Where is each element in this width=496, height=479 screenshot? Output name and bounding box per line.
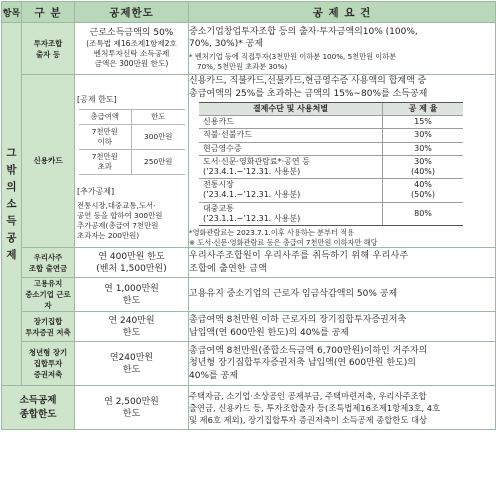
category-employment-retention: 고용유지 중소기업 근로자 — [22, 278, 75, 312]
limit-employment-retention: 연 1,000만원 한도 — [75, 278, 189, 312]
category-credit-card: 신용카드 — [22, 75, 75, 248]
req-youth-savings: 총급여액 8천만원(종합소득금액 6,700만원)이하인 거주자의 청년형 장기집합투자증권저축 납입액(연 600만원 한도)의 40%를 공제 — [189, 342, 496, 386]
header-item: 항목 — [2, 2, 22, 23]
limit-long-term-savings: 연 240만원 한도 — [75, 312, 189, 342]
header-requirements: 공 제 요 건 — [189, 2, 496, 23]
category-youth-savings: 청년형 장기 집합투자 증권저축 — [22, 342, 75, 386]
req-employee-stock: 우리사주조합원이 우리사주를 취득하기 위해 우리사주 조합에 출연한 금액 — [189, 248, 496, 278]
side-category-label: 그 밖 의 소 득 공 제 — [2, 23, 22, 386]
category-long-term-savings: 장기집합 투자증권 저축 — [22, 312, 75, 342]
header-row — [2, 2, 496, 23]
row-youth-savings — [2, 342, 496, 386]
limit-total: 연 2,500만원 한도 — [75, 386, 189, 430]
req-credit-card: 신용카드, 직불카드,선불카드,현금영수증 사용액의 합계액 중 총급여액의 25%를 초과하는 금액의 15%∼80%를 소득공제 결제수단 및 사용처별 공 제 율 신용카드 15% 직불·선불카드 30% 현금영수증 30% 도서·신문·영화관람료*·공연 등 (’23.4.1.∼’12.31. 사용분) 30% (40%) 전통시장 (’23.4.1.∼’12.31. 사용분) 40% (50%) 대중교통 (’23.1.1.∼’12.31. 사용분) 80% *영화관람료는 2023.7.1.이후 사용하는 분부터 적용 ※ 도서·신문·영화관람료 등은 총급여 7천만원 이하자만 해당 — [189, 75, 496, 248]
limit-employee-stock: 연 400만원 한도 (벤처 1,500만원) — [75, 248, 189, 278]
req-employment-retention: 고용유지 중소기업의 근로자 임금삭감액의 50% 공제 — [189, 278, 496, 312]
deduction-table — [1, 1, 496, 430]
header-category: 구 분 — [22, 2, 75, 23]
row-employment-retention — [2, 278, 496, 312]
category-employee-stock: 우리사주 조합 출연금 — [22, 248, 75, 278]
row-long-term-savings — [2, 312, 496, 342]
limit-sub-table: 총급여액 한도 7천만원 이하 300만원 7천만원 초과 250만원 — [79, 109, 185, 175]
row-credit-card — [2, 75, 496, 248]
req-investment-union: 중소기업창업투자조합 등의 출자·투자금액의10% (100%, 70%, 30%)* 공제 * 벤처기업 등에 직접투자(3천만원 이하분 100%, 5천만원 이하분 70%, 5천만원 초과분 30%) — [189, 23, 496, 75]
row-total-limit — [2, 386, 496, 430]
limit-youth-savings: 연240만원 한도 — [75, 342, 189, 386]
row-investment-union — [2, 23, 496, 75]
category-investment-union: 투자조합 출자 등 — [22, 23, 75, 75]
category-total-limit: 소득공제 종합한도 — [2, 386, 75, 430]
header-limit: 공제한도 — [75, 2, 189, 23]
limit-credit-card: [공제 한도] 총급여액 한도 7천만원 이하 300만원 7천만원 초과 250만원 [추가공제] 전통시장,대중교통,도서· 공연 등을 합하여 300만원 추가공제(총급여 7천만원 초과자는 200만원) — [75, 75, 189, 248]
rate-table: 결제수단 및 사용처별 공 제 율 신용카드 15% 직불·선불카드 30% 현금영수증 30% 도서·신문·영화관람료*·공연 등 (’23.4.1.∼’12.31. 사용분) 30% (40%) 전통시장 (’23.4.1.∼’12.31. 사용분) 40% (50%) 대중교통 (’23.1.1.∼’12.31. 사용분) 80% — [199, 102, 463, 226]
req-long-term-savings: 총급여액 8천만원 이하 근로자의 장기집합투자증권저축 납입액(연 600만원 한도)의 40%를 공제 — [189, 312, 496, 342]
row-employee-stock — [2, 248, 496, 278]
limit-investment-union: 근로소득금액의 50% (조특법 제16조제1항제2호 벤처투자신탁 소득공제 금액은 300만원 한도) — [75, 23, 189, 75]
req-total-limit: 주택자금, 소기업·소상공인 공제부금, 주택마련저축, 우리사주조합 출연금, 신용카드 등, 투자조합출자 등(조특법제16조제1항제3호, 4호 및 제6호 제외), 장기집합투자 증권저축이 소득공제 종합한도 대상 — [189, 386, 496, 430]
